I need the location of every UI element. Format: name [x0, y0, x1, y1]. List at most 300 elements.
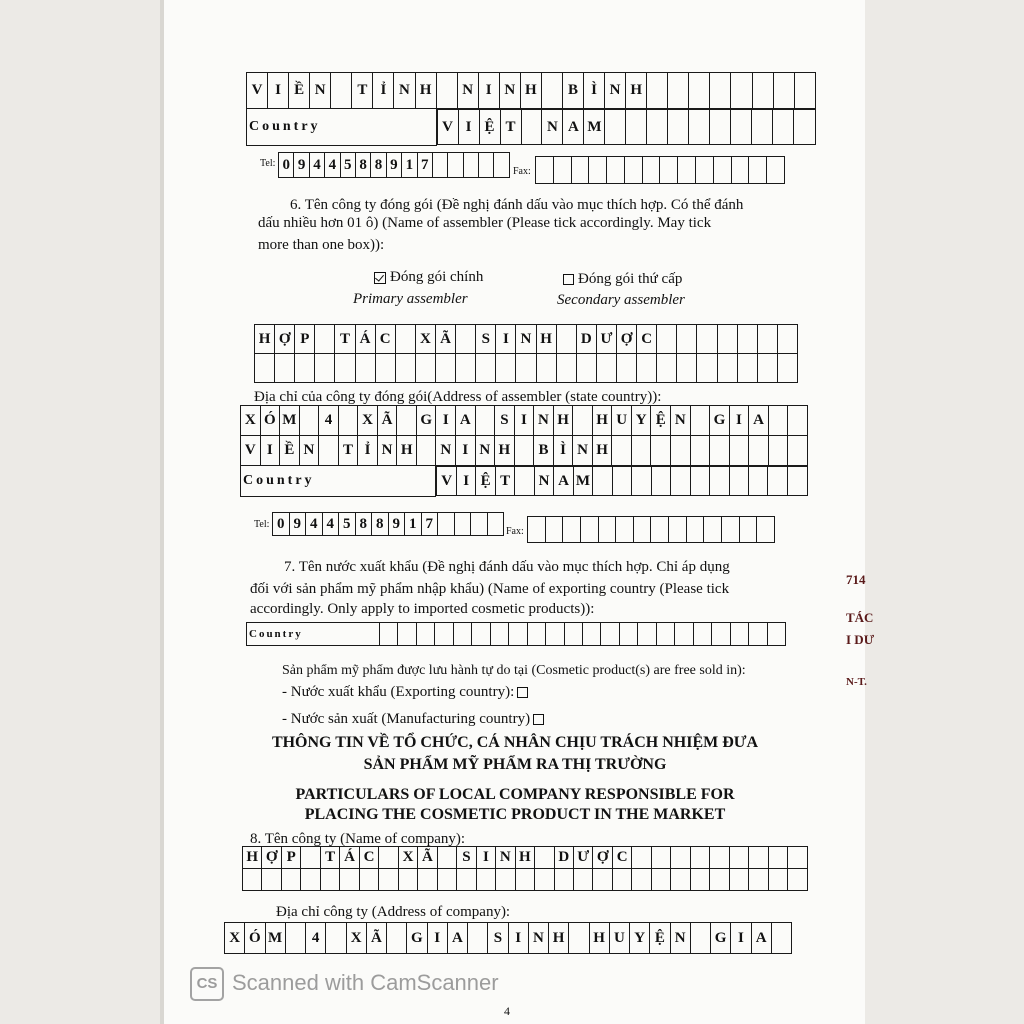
empty-cell — [262, 869, 281, 891]
character-cell — [737, 325, 757, 354]
watermark-text: Scanned with CamScanner — [232, 969, 499, 995]
empty-cell — [767, 157, 785, 184]
character-cell: 9 — [386, 153, 401, 178]
character-cell — [436, 73, 457, 109]
empty-cell — [582, 623, 600, 646]
empty-cell — [722, 517, 740, 543]
character-cell: Ợ — [616, 325, 636, 354]
character-cell — [471, 513, 488, 536]
empty-cell — [731, 157, 749, 184]
character-cell: G — [416, 406, 436, 436]
camscanner-watermark — [190, 967, 499, 1001]
character-cell: G — [407, 923, 427, 954]
character-cell: N — [310, 73, 331, 109]
character-cell: 8 — [355, 513, 372, 536]
empty-cell — [788, 869, 808, 891]
empty-cell — [418, 869, 437, 891]
empty-cell — [496, 354, 516, 383]
character-cell — [794, 110, 815, 145]
character-cell: 9 — [294, 153, 309, 178]
character-cell — [794, 73, 815, 109]
secondary-en-label: Secondary assembler — [557, 292, 685, 308]
heading-en-1: PARTICULARS OF LOCAL COMPANY RESPONSIBLE FOR — [295, 786, 735, 803]
empty-cell — [693, 623, 711, 646]
character-cell: S — [476, 325, 496, 354]
edge-mark: N-T. — [846, 676, 867, 688]
exporting-label: - Nước xuất khẩu (Exporting country): — [282, 684, 515, 700]
secondary-assembler-option[interactable] — [563, 270, 682, 288]
character-cell — [463, 153, 478, 178]
character-cell — [432, 153, 447, 178]
character-cell — [690, 923, 710, 954]
empty-cell — [536, 157, 554, 184]
character-cell: Ì — [584, 73, 605, 109]
empty-checkbox-icon[interactable] — [533, 714, 544, 725]
character-cell: 0 — [279, 153, 294, 178]
sec6-line1: 6. Tên công ty đóng gói (Đề nghị đánh dấu vào mục thích hợp. Có thể đánh — [290, 197, 744, 213]
character-cell: 7 — [417, 153, 432, 178]
character-cell — [647, 73, 668, 109]
empty-cell — [515, 869, 534, 891]
character-cell — [690, 406, 710, 436]
character-cell — [788, 436, 808, 466]
character-cell — [748, 467, 767, 496]
character-cell — [331, 73, 352, 109]
character-cell: N — [516, 325, 536, 354]
character-cell: Ư — [573, 847, 592, 869]
empty-cell — [671, 869, 690, 891]
empty-cell — [710, 869, 729, 891]
country-label: Country — [247, 109, 437, 146]
character-cell: N — [671, 406, 691, 436]
character-cell: H — [255, 325, 275, 354]
exporting-country-option[interactable] — [282, 683, 528, 701]
character-cell: Ệ — [650, 923, 670, 954]
character-cell: 4 — [309, 153, 324, 178]
sec8-name-grid — [242, 846, 808, 891]
character-cell — [731, 73, 752, 109]
empty-cell — [632, 869, 651, 891]
sec8-address-grid — [224, 922, 792, 954]
empty-cell — [712, 623, 730, 646]
empty-cell — [320, 869, 339, 891]
character-cell: I — [458, 110, 479, 145]
character-cell: Ì — [553, 436, 573, 466]
character-cell: T — [352, 73, 373, 109]
character-cell: C — [359, 847, 378, 869]
heading-vi-2: SẢN PHẨM MỸ PHẨM RA THỊ TRƯỜNG — [363, 756, 667, 773]
character-cell: H — [397, 436, 417, 466]
empty-cell — [528, 517, 546, 543]
company-name-label: 8. Tên công ty (Name of company): — [250, 831, 466, 847]
empty-cell — [255, 354, 275, 383]
character-cell: V — [247, 73, 268, 109]
character-cell — [729, 467, 748, 496]
sec5-fax-grid — [535, 156, 785, 184]
empty-cell — [359, 869, 378, 891]
sec6-fax-grid — [527, 516, 775, 543]
character-cell: I — [260, 436, 280, 466]
character-cell: C — [637, 325, 657, 354]
character-cell: N — [605, 73, 626, 109]
empty-cell — [576, 354, 596, 383]
empty-cell — [355, 354, 375, 383]
character-cell — [729, 436, 749, 466]
character-cell: Ề — [289, 73, 310, 109]
character-cell — [710, 73, 731, 109]
character-cell: 9 — [289, 513, 306, 536]
empty-cell — [580, 517, 598, 543]
empty-cell — [686, 517, 704, 543]
empty-cell — [536, 354, 556, 383]
empty-cell — [749, 623, 767, 646]
character-cell — [387, 923, 407, 954]
character-cell — [788, 406, 808, 436]
character-cell: Y — [631, 406, 651, 436]
character-cell: Y — [630, 923, 650, 954]
empty-cell — [375, 354, 395, 383]
character-cell: S — [495, 406, 515, 436]
primary-assembler-option[interactable] — [374, 268, 483, 286]
character-cell — [612, 467, 631, 496]
empty-cell — [637, 354, 657, 383]
character-cell: N — [457, 73, 478, 109]
sec7-line3: accordingly. Only apply to imported cosmetic products)): — [250, 601, 595, 617]
empty-cell — [335, 354, 355, 383]
character-cell: Ệ — [479, 110, 500, 145]
character-cell: D — [576, 325, 596, 354]
tel-label: Tel: — [260, 158, 276, 169]
character-cell: H — [243, 847, 262, 869]
heading-en-2: PLACING THE COSMETIC PRODUCT IN THE MARKET — [304, 806, 726, 823]
character-cell: H — [589, 923, 609, 954]
checked-checkbox-icon[interactable] — [374, 272, 386, 284]
character-cell: I — [729, 406, 749, 436]
character-cell — [479, 153, 494, 178]
character-cell: I — [268, 73, 289, 109]
character-cell: T — [495, 467, 514, 496]
secondary-vi-label: Đóng gói thứ cấp — [578, 271, 683, 287]
empty-cell — [456, 354, 476, 383]
character-cell: 8 — [355, 153, 370, 178]
character-cell: N — [670, 923, 690, 954]
empty-cell — [490, 623, 508, 646]
edge-mark: TÁC — [846, 610, 874, 625]
empty-cell — [616, 517, 634, 543]
character-cell: 5 — [340, 153, 355, 178]
sec6-line2: dấu nhiều hơn 01 ô) (Name of assembler (Please tick accordingly. May tick — [258, 215, 712, 231]
character-cell: S — [457, 847, 476, 869]
empty-cell — [717, 354, 737, 383]
character-cell: N — [573, 436, 593, 466]
character-cell — [395, 325, 415, 354]
character-cell: D — [554, 847, 573, 869]
character-cell — [710, 110, 731, 145]
character-cell — [788, 847, 808, 869]
character-cell — [521, 110, 542, 145]
character-cell: 1 — [405, 513, 422, 536]
character-cell: 8 — [371, 153, 386, 178]
character-cell — [731, 110, 752, 145]
character-cell: Á — [340, 847, 359, 869]
character-cell — [632, 847, 651, 869]
character-cell — [749, 436, 769, 466]
character-cell — [768, 436, 788, 466]
character-cell: 4 — [306, 513, 323, 536]
character-cell: 7 — [421, 513, 438, 536]
empty-cell — [619, 623, 637, 646]
character-cell: Ã — [366, 923, 386, 954]
edge-mark: I DƯ — [846, 632, 875, 647]
character-cell — [397, 406, 417, 436]
empty-cell — [301, 869, 320, 891]
character-cell — [768, 847, 787, 869]
character-cell — [299, 406, 319, 436]
edge-mark: 714 — [846, 572, 866, 587]
character-cell: X — [346, 923, 366, 954]
character-cell — [379, 847, 398, 869]
character-cell: 4 — [325, 153, 340, 178]
character-cell: V — [241, 436, 261, 466]
character-cell — [631, 436, 651, 466]
character-cell — [671, 467, 690, 496]
character-cell: Ã — [435, 325, 455, 354]
character-cell: M — [573, 467, 592, 496]
empty-cell — [556, 354, 576, 383]
character-cell: X — [358, 406, 378, 436]
empty-cell — [527, 623, 545, 646]
empty-cell — [729, 869, 748, 891]
character-cell — [605, 110, 626, 145]
empty-cell — [675, 623, 693, 646]
character-cell — [438, 513, 455, 536]
empty-cell — [713, 157, 731, 184]
sec5-tel-grid — [278, 152, 510, 178]
empty-cell — [415, 354, 435, 383]
character-cell: G — [711, 923, 731, 954]
empty-cell — [633, 517, 651, 543]
character-cell — [690, 847, 709, 869]
character-cell: C — [612, 847, 631, 869]
character-cell: N — [534, 406, 554, 436]
sec6-name-grid — [254, 324, 798, 383]
character-cell — [690, 436, 710, 466]
sec5-country-row — [247, 109, 816, 146]
empty-checkbox-icon[interactable] — [517, 687, 528, 698]
empty-cell — [476, 869, 495, 891]
empty-cell — [472, 623, 490, 646]
character-cell: P — [281, 847, 300, 869]
character-cell — [626, 110, 647, 145]
character-cell: N — [542, 110, 563, 145]
character-cell — [752, 73, 773, 109]
character-cell — [556, 325, 576, 354]
company-address-label: Địa chỉ công ty (Address of company): — [276, 904, 511, 920]
character-cell: I — [456, 467, 475, 496]
empty-cell — [651, 869, 670, 891]
character-cell — [710, 467, 729, 496]
character-cell — [437, 847, 456, 869]
character-cell — [487, 513, 504, 536]
character-cell: X — [241, 406, 261, 436]
character-cell: H — [592, 406, 612, 436]
empty-cell — [696, 157, 714, 184]
empty-cell — [616, 354, 636, 383]
empty-cell — [437, 869, 456, 891]
character-cell — [657, 325, 677, 354]
character-cell: Ệ — [651, 406, 671, 436]
empty-cell — [737, 354, 757, 383]
primary-en-label: Primary assembler — [353, 291, 468, 307]
empty-cell — [340, 869, 359, 891]
character-cell — [315, 325, 335, 354]
sec5-address-row — [247, 73, 816, 109]
character-cell — [338, 406, 358, 436]
empty-cell — [545, 517, 563, 543]
character-cell — [771, 923, 791, 954]
empty-cell — [554, 869, 573, 891]
character-cell: M — [584, 110, 605, 145]
empty-cell — [651, 517, 669, 543]
empty-cell — [739, 517, 757, 543]
character-cell — [416, 436, 436, 466]
character-cell — [593, 467, 612, 496]
empty-cell — [777, 354, 797, 383]
sec7-line2: đối với sản phẩm mỹ phẩm nhập khẩu) (Name of exporting country (Please tick — [250, 581, 730, 597]
character-cell — [749, 847, 768, 869]
character-cell: M — [265, 923, 285, 954]
country-label: Country — [241, 466, 436, 497]
empty-cell — [398, 869, 417, 891]
character-cell — [668, 110, 689, 145]
character-cell: N — [475, 436, 495, 466]
empty-cell — [757, 354, 777, 383]
empty-cell — [380, 623, 398, 646]
character-cell — [729, 847, 748, 869]
empty-cell — [571, 157, 589, 184]
sec7-line1: 7. Tên nước xuất khẩu (Đề nghị đánh dấu vào mục thích hợp. Chỉ áp dụng — [284, 559, 730, 575]
empty-cell — [669, 517, 687, 543]
character-cell: N — [528, 923, 548, 954]
character-cell — [773, 73, 794, 109]
character-cell — [515, 467, 534, 496]
character-cell: H — [415, 73, 436, 109]
character-cell: X — [225, 923, 245, 954]
character-cell: 1 — [402, 153, 417, 178]
character-cell — [456, 325, 476, 354]
character-cell: Ợ — [275, 325, 295, 354]
character-cell — [787, 467, 807, 496]
empty-checkbox-icon[interactable] — [563, 274, 574, 285]
manufacturing-label: - Nước sản xuất (Manufacturing country) — [282, 711, 531, 727]
free-sold-label: Sản phẩm mỹ phẩm được lưu hành tự do tại (Cosmetic product(s) are free sold in): — [282, 663, 746, 678]
empty-cell — [757, 517, 775, 543]
fax-label: Fax: — [513, 166, 531, 177]
character-cell: T — [500, 110, 521, 145]
manufacturing-country-option[interactable] — [282, 710, 544, 728]
empty-cell — [553, 157, 571, 184]
character-cell: S — [488, 923, 508, 954]
empty-cell — [398, 623, 416, 646]
character-cell: 8 — [372, 513, 389, 536]
character-cell: H — [536, 325, 556, 354]
empty-cell — [678, 157, 696, 184]
empty-cell — [509, 623, 527, 646]
character-cell: Ư — [596, 325, 616, 354]
character-cell — [651, 847, 670, 869]
empty-cell — [697, 354, 717, 383]
character-cell — [773, 110, 794, 145]
character-cell — [632, 467, 651, 496]
character-cell: H — [520, 73, 541, 109]
character-cell: Ề — [280, 436, 300, 466]
character-cell — [468, 923, 488, 954]
camscanner-logo-icon: CS — [190, 967, 224, 1001]
character-cell: A — [563, 110, 584, 145]
character-cell: G — [710, 406, 730, 436]
character-cell: I — [478, 73, 499, 109]
character-cell: B — [562, 73, 583, 109]
character-cell: N — [394, 73, 415, 109]
character-cell — [454, 513, 471, 536]
character-cell — [768, 467, 787, 496]
character-cell: N — [436, 436, 456, 466]
empty-cell — [476, 354, 496, 383]
character-cell: H — [553, 406, 573, 436]
character-cell: M — [280, 406, 300, 436]
sec5-address-grid — [246, 72, 816, 146]
character-cell — [689, 73, 710, 109]
character-cell: A — [456, 406, 476, 436]
empty-cell — [496, 869, 515, 891]
character-cell: T — [338, 436, 358, 466]
character-cell: I — [508, 923, 528, 954]
character-cell — [647, 110, 668, 145]
empty-cell — [690, 869, 709, 891]
character-cell — [757, 325, 777, 354]
character-cell: Ỉ — [373, 73, 394, 109]
empty-cell — [395, 354, 415, 383]
character-cell: P — [295, 325, 315, 354]
empty-cell — [281, 869, 300, 891]
empty-cell — [730, 623, 748, 646]
character-cell — [690, 467, 709, 496]
character-cell — [710, 436, 730, 466]
empty-cell — [657, 354, 677, 383]
character-cell — [569, 923, 589, 954]
character-cell: Ợ — [262, 847, 281, 869]
character-cell: Ó — [260, 406, 280, 436]
character-cell — [612, 436, 632, 466]
character-cell: C — [375, 325, 395, 354]
character-cell: I — [436, 406, 456, 436]
empty-cell — [677, 354, 697, 383]
character-cell: N — [534, 467, 553, 496]
character-cell: 4 — [306, 923, 326, 954]
character-cell — [768, 406, 788, 436]
primary-vi-label: Đóng gói chính — [390, 269, 484, 285]
empty-cell — [596, 354, 616, 383]
character-cell: U — [612, 406, 632, 436]
character-cell: H — [495, 436, 515, 466]
empty-cell — [704, 517, 722, 543]
character-cell — [668, 73, 689, 109]
empty-cell — [516, 354, 536, 383]
character-cell: Ợ — [593, 847, 612, 869]
character-cell — [717, 325, 737, 354]
empty-cell — [642, 157, 660, 184]
character-cell — [697, 325, 717, 354]
